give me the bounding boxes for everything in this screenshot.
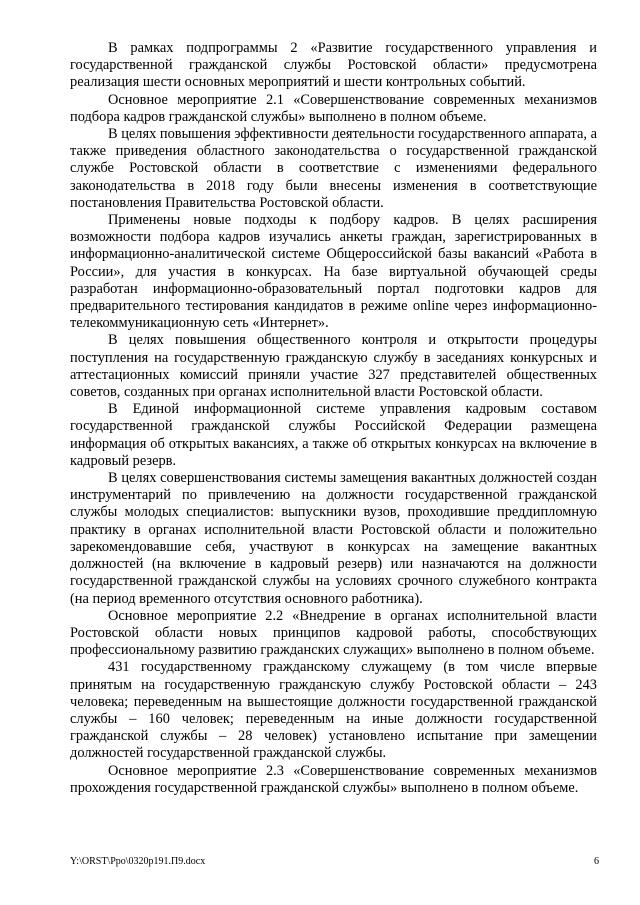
paragraph: В целях повышения общественного контроля и открытости процедуры поступления на государственную гражданскую службу в заседаниях конкурсных и аттестационных комиссий приняли участие 327 представителей общественных советов, созданных при органах исполнительной власти Ростовской области. [70, 332, 597, 401]
paragraph: Основное мероприятие 2.2 «Внедрение в органах исполнительной власти Ростовской области новых принципов кадровой работы, способствующих профессиональному развитию гражданских служащих» выполнено в полном объеме. [70, 607, 597, 659]
paragraph: Основное мероприятие 2.3 «Совершенствование современных механизмов прохождения государственной гражданской службы» выполнено в полном объеме. [70, 762, 597, 796]
footer-page-number: 6 [594, 856, 599, 867]
document-body [70, 40, 597, 797]
footer-file-path: Y:\ORST\Ppo\0320p191.П9.docx [70, 856, 206, 867]
paragraph: В Единой информационной системе управления кадровым составом государственной гражданской службы Российской Федерации размещена информация об открытых вакансиях, а также об открытых конкурсах на включение в кадровый резерв. [70, 401, 597, 469]
paragraph: Применены новые подходы к подбору кадров. В целях расширения возможности подбора кадров изучались анкеты граждан, зарегистрированных в информационно-аналитической системе Общероссийской базы вакансий «Работа в России», для участия в конкурсах. На базе виртуальной обучающей среды разработан информационно-образовательный портал подготовки кадров для предварительного тестирования кандидатов в режиме online через информационно-телекоммуникационную сеть «Интернет». [70, 212, 597, 332]
paragraph: В целях повышения эффективности деятельности государственного аппарата, а также приведения областного законодательства о государственной гражданской службе Ростовской области в соответствие с изменениями федерального законодательства в 2018 году были внесены изменения в соответствующие постановления Правительства Ростовской области. [70, 126, 597, 211]
paragraph: В целях совершенствования системы замещения вакантных должностей создан инструментарий по привлечению на должности государственной гражданской службы молодых специалистов: выпускники вузов, проходившие преддипломную практику в органах исполнительной власти Ростовской области и положительно зарекомендовавшие себя, участвуют в конкурсах на замещение вакантных должностей (на включение в кадровый резерв) или назначаются на должности государственной гражданской службы на условиях срочного служебного контракта (на период временного отсутствия основного работника). [70, 470, 597, 607]
paragraph: В рамках подпрограммы 2 «Развитие государственного управления и государственной гражданской службы Ростовской области» предусмотрена реализация шести основных мероприятий и шести контрольных событий. [70, 40, 597, 91]
paragraph: 431 государственному гражданскому служащему (в том числе впервые принятым на государственную гражданскую службу Ростовской области – 243 человека; переведенным на вышестоящие должности государственной гражданской службы – 160 человек; переведенным на иные должности государственной гражданской службы – 28 человек) установлено испытание при замещении должностей государственной гражданской службы. [70, 659, 597, 762]
paragraph: Основное мероприятие 2.1 «Совершенствование современных механизмов подбора кадров гражданской службы» выполнено в полном объеме. [70, 91, 597, 125]
